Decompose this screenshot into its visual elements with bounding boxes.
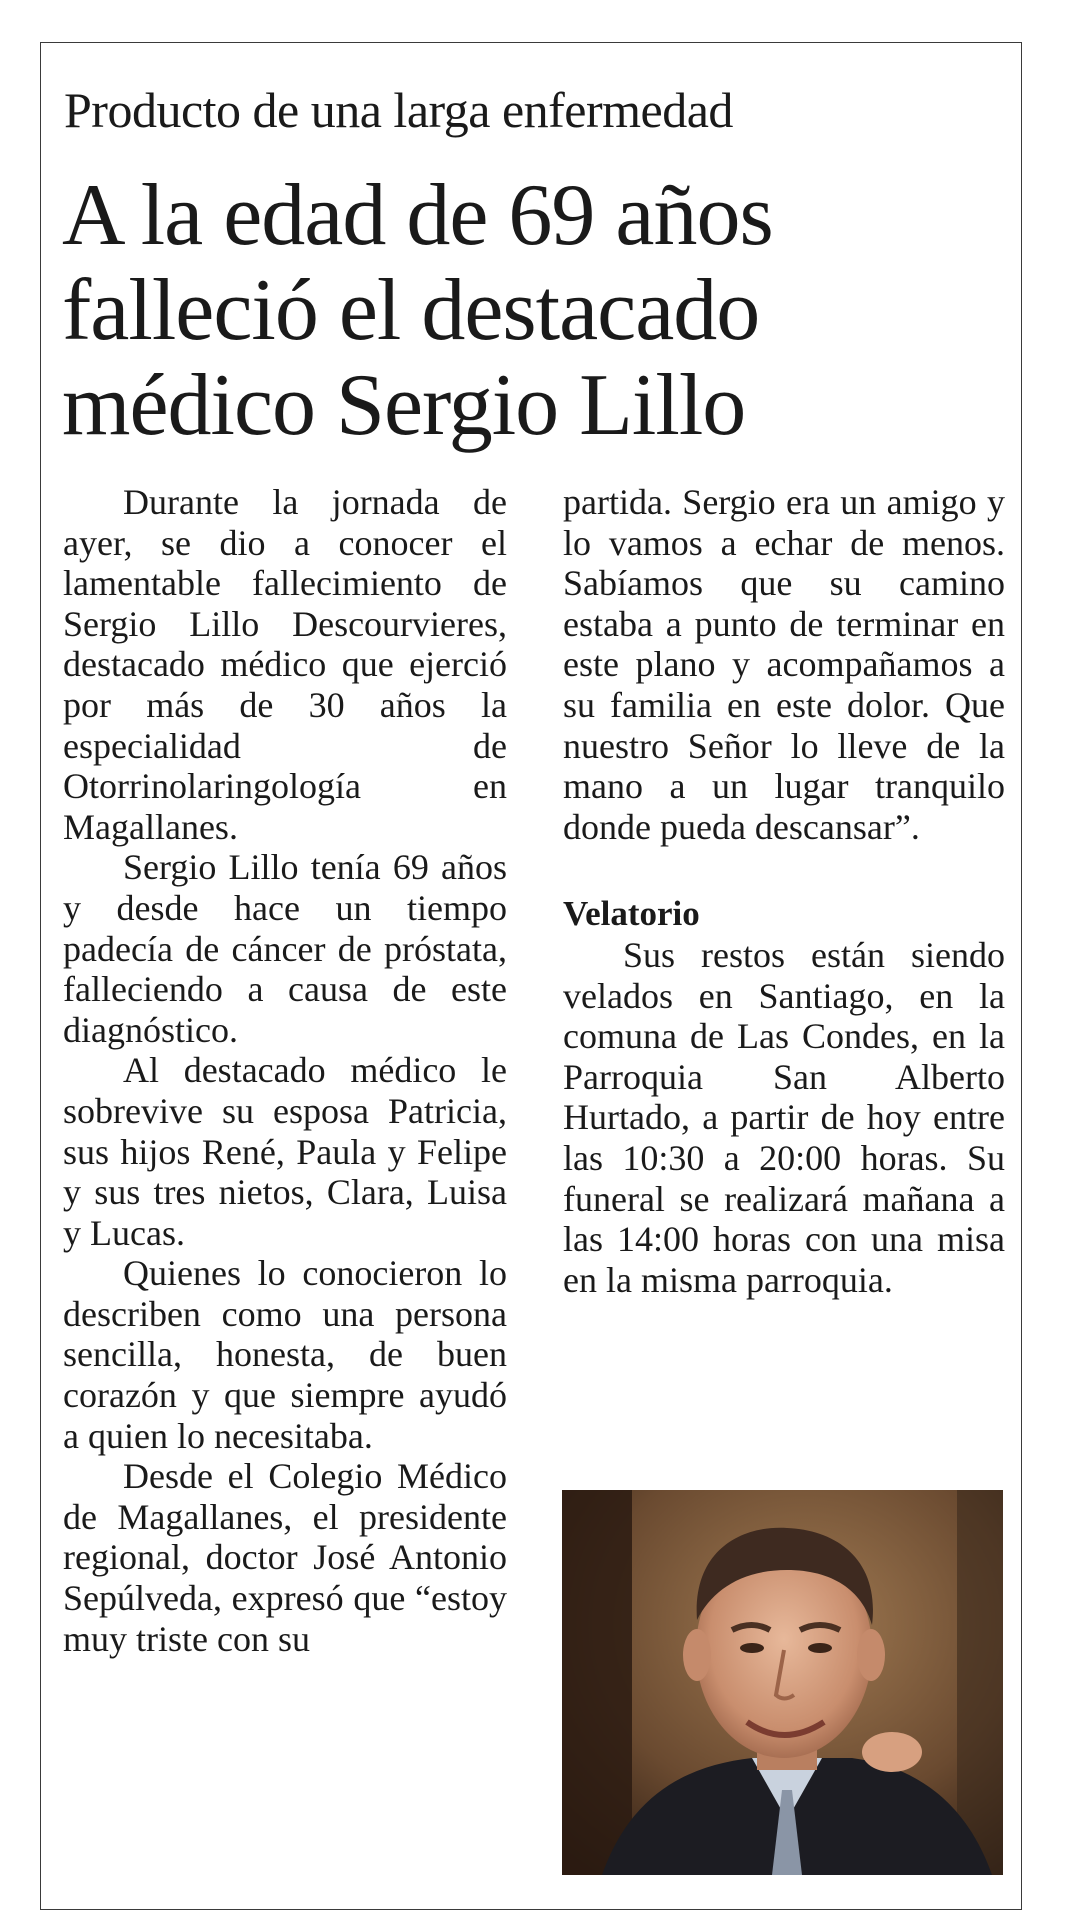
subhead-velatorio: Velatorio bbox=[563, 894, 700, 934]
article-kicker: Producto de una larga enfermedad bbox=[64, 82, 733, 138]
paragraph-character: Quienes lo conocieron lo describen como una persona sencilla, honesta, de buen corazón y que siempre ayudó a quien lo necesitaba. bbox=[63, 1253, 507, 1456]
portrait-illustration bbox=[562, 1490, 1003, 1875]
headline-line-3: médico Sergio Lillo bbox=[62, 357, 746, 454]
paragraph-family: Al destacado médico le sobrevive su esposa Patricia, sus hijos René, Paula y Felipe y sus tres nietos, Clara, Luisa y Lucas. bbox=[63, 1050, 507, 1253]
portrait-photo bbox=[562, 1490, 1003, 1875]
article-headline bbox=[62, 168, 962, 453]
article-column-left bbox=[63, 482, 507, 1659]
paragraph-intro: Durante la jornada de ayer, se dio a conocer el lamentable fallecimiento de Sergio Lillo Descourvieres, destacado médico que ejerció por más de 30 años la especialidad de Otorrinolaringología en Magallanes. bbox=[63, 482, 507, 847]
headline-line-1: A la edad de 69 años bbox=[62, 167, 773, 264]
headline-line-2: falleció el destacado bbox=[62, 262, 760, 359]
article-column-right bbox=[563, 482, 1005, 1300]
paragraph-velatorio: Sus restos están siendo velados en Santiago, en la comuna de Las Condes, en la Parroquia San Alberto Hurtado, a partir de hoy entre las 10:30 a 20:00 horas. Su funeral se realizará mañana a las 14:00 horas con una misa en la misma parroquia. bbox=[563, 934, 1005, 1300]
paragraph-quote-continuation: partida. Sergio era un amigo y lo vamos a echar de menos. Sabíamos que su camino estaba a punto de terminar en este plano y acompañamos a su familia en este dolor. Que nuestro Señor lo lleve de la mano a un lugar tranquilo donde pueda descansar”. bbox=[563, 482, 1005, 847]
paragraph-quote-start: Desde el Colegio Médico de Magallanes, el presidente regional, doctor José Antonio Sepúlveda, expresó que “estoy muy triste con su bbox=[63, 1456, 507, 1659]
paragraph-illness: Sergio Lillo tenía 69 años y desde hace un tiempo padecía de cáncer de próstata, falleciendo a causa de este diagnóstico. bbox=[63, 847, 507, 1050]
